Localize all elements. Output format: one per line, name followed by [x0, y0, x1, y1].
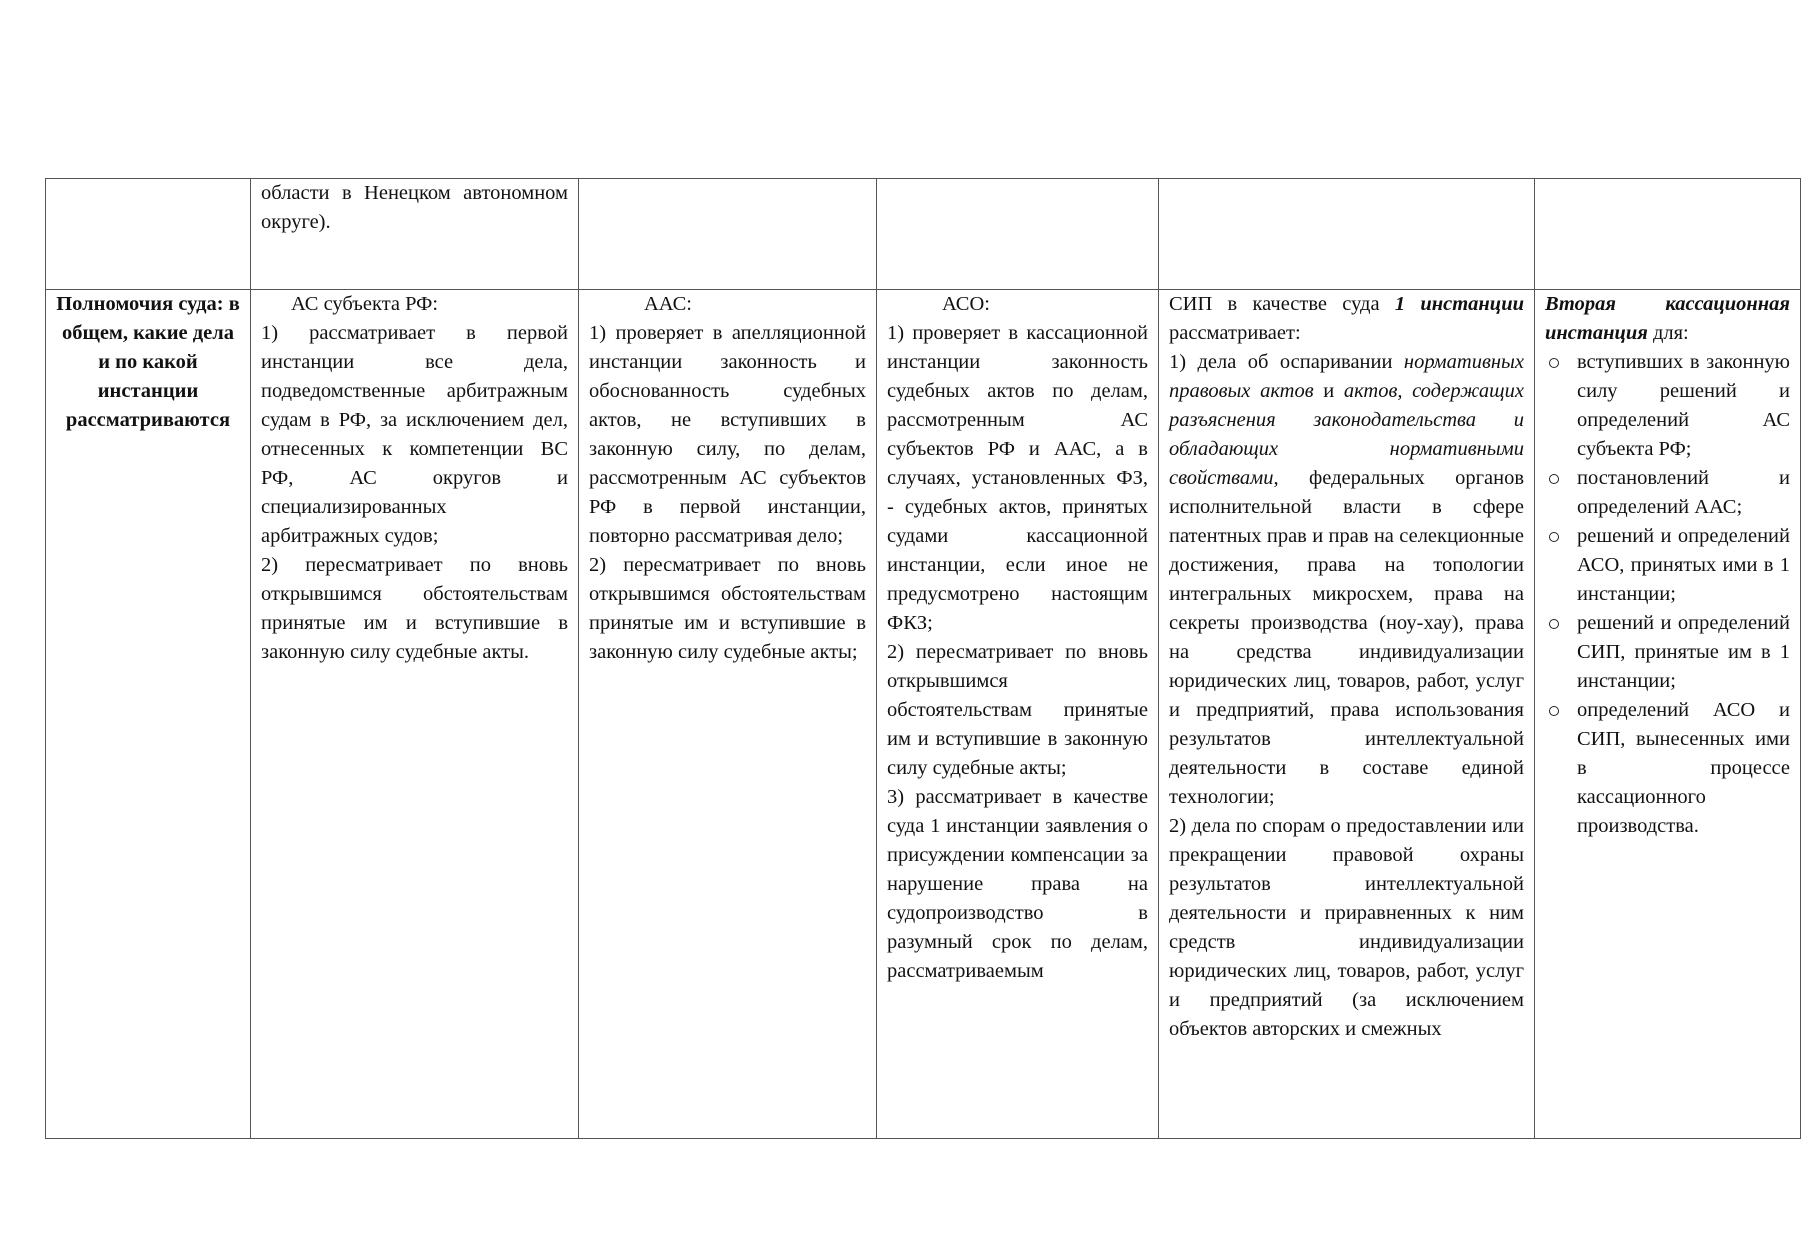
- aso-cell: [877, 290, 1159, 1139]
- sip-p1-d: актов, содержащих разъяснения законодательства и обладающих нормативными свойствами: [1169, 380, 1524, 489]
- second-cassation-title: [1545, 290, 1790, 348]
- aas-cell: [579, 290, 877, 1139]
- second-cassation-list: [1545, 348, 1790, 841]
- continued-text: области в Ненецком автономном округе).: [261, 182, 568, 233]
- sip-p1-a: 1) дела об оспаривании: [1169, 351, 1404, 373]
- aas-p2: 2) пересматривает по вновь открывшимся обстоятельствам принятые им и вступившие в законную силу судебные акты;: [589, 554, 866, 663]
- sip-p2: 2) дела по спорам о предоставлении или прекращении правовой охраны результатов интеллектуальной деятельности и приравненных к ним средств индивидуализации юридических лиц, товаров, работ, услуг и предприятий (за исключением объектов авторских и смежных: [1169, 815, 1524, 1040]
- table-cell: [1535, 179, 1801, 290]
- sip-p1-e: , федеральных органов исполнительной власти в сфере патентных прав и прав на селекционные достижения, права на топологии интегральных микросхем, права на секреты производства (ноу-хау), права на средства индивидуализации юридических лиц, товаров, работ, услуг и предприятий, права использования результатов интеллектуальной деятельности в составе единой технологии;: [1169, 467, 1524, 808]
- aso-p1: 1) проверяет в кассационной инстанции законность судебных актов по делам, рассмотренным АС субъектов РФ и ААС, а в случаях, установленных ФЗ, - судебных актов, принятых судами кассационной инстанции, если иное не предусмотрено настоящим ФКЗ;: [887, 322, 1148, 634]
- aas-title: ААС:: [644, 293, 692, 315]
- list-item: постановлений и определений ААС;: [1545, 464, 1790, 522]
- second-cassation-title-a: Вторая кассационная инстанция: [1545, 293, 1790, 344]
- sip-cell: [1159, 290, 1535, 1139]
- table-cell: [579, 179, 877, 290]
- second-cassation-cell: [1535, 290, 1801, 1139]
- powers-table: [45, 178, 1801, 1139]
- list-item: вступивших в законную силу решений и определений АС субъекта РФ;: [1545, 348, 1790, 464]
- sip-intro-c: рассматривает:: [1169, 322, 1301, 344]
- table-cell: [877, 179, 1159, 290]
- sip-intro: [1169, 290, 1524, 348]
- row-header-text: Полномочия суда: в общем, какие дела и по какой инстанции рассматриваются: [56, 293, 240, 431]
- sip-intro-b: 1 инстанции: [1394, 293, 1525, 315]
- list-item: определений АСО и СИП, вынесенных ими в процессе кассационного производства.: [1545, 696, 1790, 841]
- as-subject-p2: 2) пересматривает по вновь открывшимся обстоятельствам принятые им и вступившие в законную силу судебные акты.: [261, 554, 568, 663]
- aas-p1: 1) проверяет в апелляционной инстанции законность и обоснованность судебных актов, не вступивших в законную силу, по делам, рассмотренным АС субъектов РФ в первой инстанции, повторно рассматривая дело;: [589, 322, 866, 547]
- aso-title: АСО:: [942, 293, 990, 315]
- aso-p2: 2) пересматривает по вновь открывшимся обстоятельствам принятые им и вступившие в законную силу судебные акты;: [887, 641, 1148, 779]
- as-subject-cell: [251, 290, 579, 1139]
- row-header: [46, 290, 251, 1139]
- as-subject-p1: 1) рассматривает в первой инстанции все дела, подведомственные арбитражным судам в РФ, за исключением дел, отнесенных к компетенции ВС РФ, АС округов и специализированных арбитражных судов;: [261, 322, 568, 547]
- table-cell: [46, 179, 251, 290]
- second-cassation-title-b: для:: [1647, 322, 1689, 344]
- list-item: решений и определений СИП, принятые им в 1 инстанции;: [1545, 609, 1790, 696]
- sip-intro-a: СИП в качестве суда: [1169, 293, 1395, 315]
- sip-p1: [1169, 348, 1524, 812]
- table-cell: [1159, 179, 1535, 290]
- sip-p1-b: нормативных правовых актов: [1169, 351, 1524, 402]
- sip-p1-c: и: [1313, 380, 1344, 402]
- table-row: [46, 290, 1801, 1139]
- aso-p3: 3) рассматривает в качестве суда 1 инстанции заявления о присуждении компенсации за нарушение права на судопроизводство в разумный срок по делам, рассматриваемым: [887, 786, 1148, 982]
- table-row: [46, 179, 1801, 290]
- as-subject-title: АС субъекта РФ:: [291, 293, 439, 315]
- list-item: решений и определений АСО, принятых ими в 1 инстанции;: [1545, 522, 1790, 609]
- table-cell: [251, 179, 579, 290]
